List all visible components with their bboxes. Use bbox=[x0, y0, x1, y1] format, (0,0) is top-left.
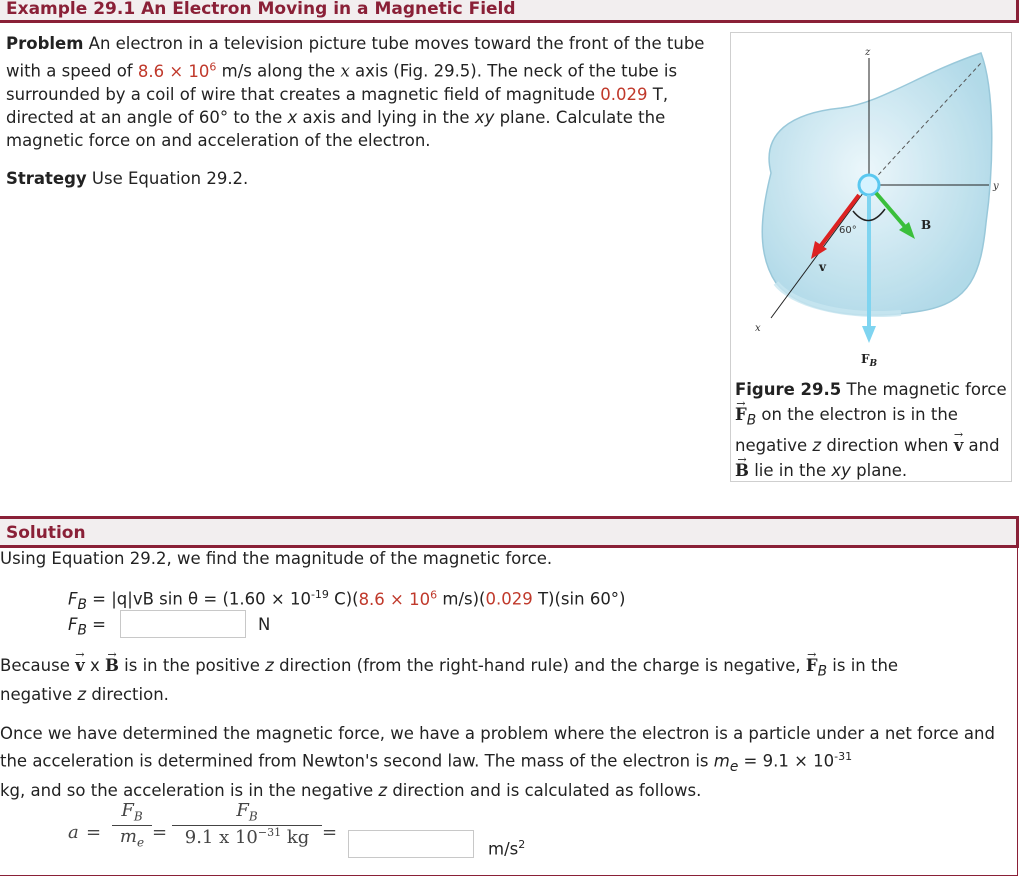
right-border bbox=[1017, 542, 1018, 876]
electron bbox=[859, 175, 879, 195]
figure-29-5 bbox=[730, 32, 1012, 482]
acceleration-unit: $m/s^2$ bbox=[488, 838, 526, 859]
x-var-2: x bbox=[287, 107, 298, 127]
angle-label: 60° bbox=[839, 225, 857, 236]
problem-text-3: axis (Fig. 29.5). The neck of the tube is surrounded by a coil of wire that creates a magnetic field of magnitude bbox=[6, 61, 678, 104]
caption-v-vec: → v bbox=[954, 433, 964, 458]
problem-text-2: m/s along the bbox=[216, 61, 341, 81]
problem-label: Problem bbox=[6, 34, 84, 53]
fb-unit: N bbox=[258, 615, 271, 634]
bottom-border bbox=[0, 875, 1018, 876]
strategy-text: Use Equation 29.2. bbox=[86, 169, 249, 188]
caption-b-vec: → B bbox=[735, 458, 749, 483]
caption-f-vec: → F bbox=[735, 402, 747, 427]
fraction-1: $F_B$ $m_e$ bbox=[112, 800, 152, 849]
speed-value: $8.6 \times 10^6$ bbox=[137, 60, 217, 81]
example-title: Example 29.1 An Electron Moving in a Magnetic Field bbox=[6, 0, 516, 19]
once-paragraph: Once we have determined the magnetic force, we have a problem where the electron is a particle under a net force and the acceleration is determined from Newton's second law. The mass of the electron is $m_e = 9.1 \times 10^{-31}$ kg, and so the acceleration is in the negative z direction and is calculated as follows. bbox=[0, 724, 995, 800]
solution-title: Solution bbox=[6, 523, 86, 543]
x-var: x bbox=[340, 61, 350, 81]
solution-header bbox=[0, 516, 1019, 548]
z-label: z bbox=[865, 47, 871, 58]
b-label: B bbox=[921, 218, 932, 232]
xy-var: xy bbox=[474, 107, 495, 127]
problem-text-5: axis and lying in the bbox=[297, 107, 475, 127]
caption-label: Figure 29.5 bbox=[735, 380, 842, 399]
solution-intro: Using Equation 29.2, we find the magnitude of the magnetic force. bbox=[0, 549, 553, 568]
because-paragraph: Because → v x → B is in the positive z direction (from the right-hand rule) and the charge is negative, → $F_B$ is in the negative z direction. bbox=[0, 654, 1010, 706]
fb-answer-input[interactable] bbox=[120, 610, 246, 638]
figure-diagram bbox=[731, 33, 1011, 373]
problem-text-4: T, directed at an angle of 60° to the bbox=[6, 84, 669, 127]
fb-equation: $F_B = |q|vB$ $\sin \theta = (1.60 \times 10^{-19}$ $C)(8.6 \times 10^6$ m/s)(0.029 T)(sin 60°) bbox=[68, 588, 626, 613]
problem-paragraph bbox=[6, 32, 706, 152]
fb-answer-label: $F_B$ = bbox=[68, 615, 107, 639]
strategy-paragraph bbox=[6, 167, 248, 190]
acceleration-answer-input[interactable] bbox=[348, 830, 474, 858]
problem-text-1: An electron in a television picture tube moves toward the front of the tube with a speed of bbox=[6, 34, 705, 81]
v-label: v bbox=[819, 260, 826, 274]
y-label: y bbox=[993, 181, 999, 192]
x-label: x bbox=[755, 323, 761, 334]
problem-text-6: plane. Calculate the magnetic force on and acceleration of the electron. bbox=[6, 107, 666, 150]
fraction-2: $F_B$ 9.1 x $10^{-31}$ kg bbox=[172, 800, 322, 848]
field-value: 0.029 bbox=[600, 84, 648, 104]
acceleration-equation: a = $F_B$ $m_e$ = $F_B$ 9.1 x $10^{-31}$ kg = bbox=[68, 800, 338, 850]
f-label: $F_B$ bbox=[861, 352, 878, 369]
figure-caption: Figure 29.5 The magnetic force → $F_B$ on the electron is in the negative z direction when → v and → B lie in the xy plane. bbox=[735, 377, 1007, 483]
force-arrowhead bbox=[862, 326, 876, 343]
strategy-label: Strategy bbox=[6, 169, 87, 188]
